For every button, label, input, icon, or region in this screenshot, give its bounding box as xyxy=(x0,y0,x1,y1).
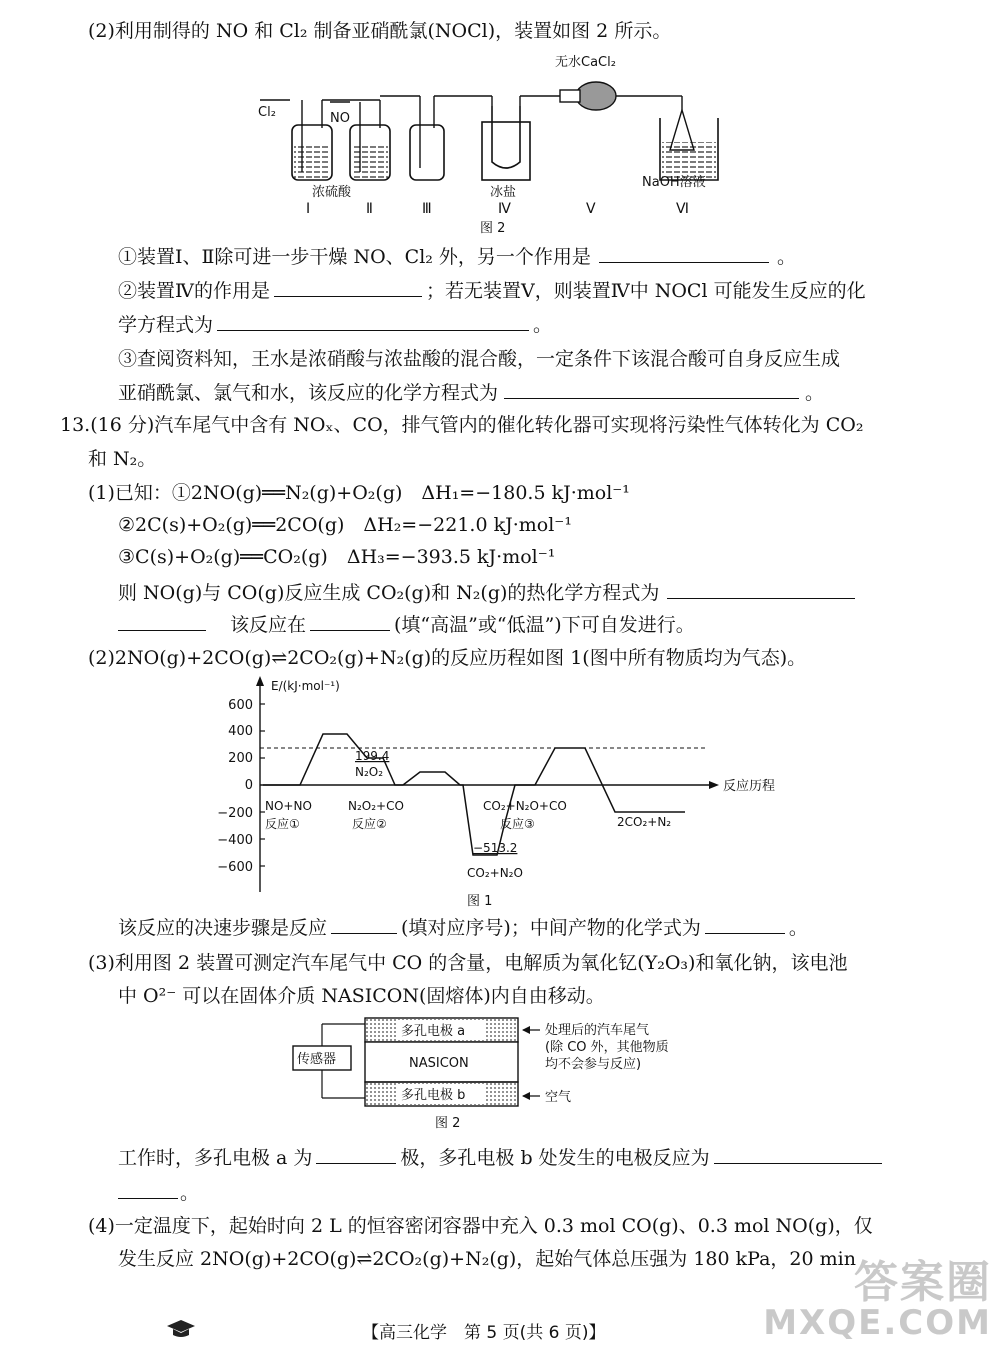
value-minus-513-2: −513.2 xyxy=(473,841,518,855)
y-tick: 200 xyxy=(228,751,253,766)
answer-blank[interactable] xyxy=(705,915,785,934)
ice-bath xyxy=(482,122,530,180)
q13-p1-question-cont: 该反应在 (填“高温”或“低温”)下可自发进行。 xyxy=(118,612,695,638)
answer-blank[interactable] xyxy=(118,1180,178,1199)
ice-salt-label: 冰盐 xyxy=(490,185,517,200)
y-tick: 0 xyxy=(244,778,253,793)
q12-s3: ③查阅资料知，王水是浓硝酸与浓盐酸的混合酸，一定条件下该混合酸可自身反应生成 xyxy=(118,348,841,370)
q12-s2-cont: 学方程式为 。 xyxy=(118,314,553,336)
answer-blank[interactable] xyxy=(599,244,769,263)
sensor-label: 传感器 xyxy=(297,1052,337,1067)
q13-p3-cont: 中 O²⁻ 可以在固体介质 NASICON(固熔体)内自由移动。 xyxy=(118,985,605,1007)
watermark-line1: 答案圈 xyxy=(854,1257,992,1308)
answer-blank[interactable] xyxy=(310,612,390,631)
q13-p2-question: 该反应的决速步骤是反应 (填对应序号)；中间产物的化学式为 。 xyxy=(118,917,808,939)
step2-species: N₂O₂+CO xyxy=(348,799,404,813)
answer-blank[interactable] xyxy=(504,380,799,399)
roman-1: Ⅰ xyxy=(306,201,311,217)
cl2-label: Cl₂ xyxy=(258,105,276,120)
value-199-4: 199.4 xyxy=(355,749,390,763)
co2-n2o-label: CO₂+N₂O xyxy=(467,866,523,880)
y-tick: 600 xyxy=(228,698,253,713)
q12-s1: ①装置Ⅰ、Ⅱ除可进一步干燥 NO、Cl₂ 外，另一个作用是 。 xyxy=(118,246,796,268)
roman-5: Ⅴ xyxy=(586,201,596,217)
gas-note-2: 均不会参与反应) xyxy=(545,1057,642,1072)
roman-2: Ⅱ xyxy=(366,201,373,217)
watermark xyxy=(763,1257,992,1343)
step1-label: 反应① xyxy=(265,817,300,831)
answer-blank[interactable] xyxy=(714,1145,882,1164)
roman-6: Ⅵ xyxy=(676,201,689,217)
y-tick: 400 xyxy=(228,724,253,739)
q13-p3: (3)利用图 2 装置可测定汽车尾气中 CO 的含量，电解质为氧化钇(Y₂O₃)和氧化钠，该电池 xyxy=(88,952,848,974)
step1-species: NO+NO xyxy=(265,799,312,813)
air-label: 空气 xyxy=(545,1090,572,1105)
answer-blank[interactable] xyxy=(667,580,855,599)
conc-acid-label: 浓硫酸 xyxy=(312,185,352,200)
roman-4: Ⅳ xyxy=(498,201,511,217)
step3-label: 反应③ xyxy=(500,817,535,831)
q12-s2: ②装置Ⅳ的作用是 ；若无装置Ⅴ，则装置Ⅳ中 NOCl 可能发生反应的化 xyxy=(118,280,866,302)
answer-blank[interactable] xyxy=(316,1145,396,1164)
q13-p2: (2)2NO(g)+2CO(g)⇌2CO₂(g)+N₂(g)的反应历程如图 1(图中所有物质均为气态)。 xyxy=(88,647,807,669)
q13-p1-given-1: (1)已知：①2NO(g)══N₂(g)+O₂(g) ΔH₁=−180.5 kJ·mol⁻¹ xyxy=(88,482,630,504)
q13-head-cont: 和 N₂。 xyxy=(88,448,157,470)
n2o2-label: N₂O₂ xyxy=(355,765,384,779)
q12-part2-intro: (2)利用制得的 NO 和 Cl₂ 制备亚硝酰氯(NOCl)，装置如图 2 所示。 xyxy=(88,20,672,42)
q13-p1-given-3: ③C(s)+O₂(g)══CO₂(g) ΔH₃=−393.5 kJ·mol⁻¹ xyxy=(118,546,556,568)
naoh-label: NaOH溶液 xyxy=(642,175,706,190)
gas-note-1: (除 CO 外，其他物质 xyxy=(545,1040,669,1055)
apparatus-caption: 图 2 xyxy=(480,221,506,236)
answer-blank[interactable] xyxy=(217,312,529,331)
drying-tube xyxy=(576,82,616,110)
q13-p1-question: 则 NO(g)与 CO(g)反应生成 CO₂(g)和 N₂(g)的热化学方程式为 xyxy=(118,580,855,606)
answer-blank[interactable] xyxy=(331,915,397,934)
x-axis-label: 反应历程 xyxy=(723,779,776,794)
q13-p3-question: 工作时，多孔电极 a 为 极，多孔电极 b 处发生的电极反应为 xyxy=(118,1145,882,1171)
y-tick: −400 xyxy=(217,833,253,848)
q13-p4-cont: 发生反应 2NO(g)+2CO(g)⇌2CO₂(g)+N₂(g)，起始气体总压强为 180 kPa，20 min xyxy=(118,1248,856,1270)
watermark-line2: MXQE.COM xyxy=(763,1303,992,1343)
cacl2-label: 无水CaCl₂ xyxy=(555,55,616,70)
y-axis-label: E/(kJ·mol⁻¹) xyxy=(271,679,340,693)
answer-blank[interactable] xyxy=(274,278,422,297)
bottle-3 xyxy=(410,125,444,180)
apparatus-figure xyxy=(250,50,730,235)
energy-path xyxy=(263,734,685,855)
q13-p4: (4)一定温度下，起始时向 2 L 的恒容密闭容器中充入 0.3 mol CO(g)、0.3 mol NO(g)，仅 xyxy=(88,1215,873,1237)
energy-caption: 图 1 xyxy=(467,894,493,909)
no-label: NO xyxy=(330,111,350,126)
answer-blank[interactable] xyxy=(118,612,206,631)
q12-s3-cont: 亚硝酰氯、氯气和水，该反应的化学方程式为 。 xyxy=(118,382,825,404)
q13-p3-question-cont: 。 xyxy=(118,1180,199,1206)
y-tick: −600 xyxy=(217,860,253,875)
page-footer: 【高三化学 第 5 页(共 6 页)】 xyxy=(362,1323,606,1343)
end-species: 2CO₂+N₂ xyxy=(617,815,672,829)
cell-figure xyxy=(285,1014,725,1134)
energy-profile-figure xyxy=(205,672,776,912)
graduation-cap-icon xyxy=(165,1318,197,1340)
electrode-b-label: 多孔电极 b xyxy=(401,1088,466,1103)
electrode-a-label: 多孔电极 a xyxy=(401,1024,466,1039)
q13-p1-given-2: ②2C(s)+O₂(g)══2CO(g) ΔH₂=−221.0 kJ·mol⁻¹ xyxy=(118,514,572,536)
step2-label: 反应② xyxy=(352,817,387,831)
q13-head: 13.(16 分)汽车尾气中含有 NOₓ、CO，排气管内的催化转化器可实现将污染性气体转化为 CO₂ xyxy=(60,414,864,436)
roman-3: Ⅲ xyxy=(422,201,432,217)
nasicon-label: NASICON xyxy=(409,1056,469,1071)
gas-inlet-label: 处理后的汽车尾气 xyxy=(545,1023,650,1038)
step3-species: CO₂+N₂O+CO xyxy=(483,799,567,813)
y-tick: −200 xyxy=(217,806,253,821)
cell-caption: 图 2 xyxy=(435,1116,461,1131)
